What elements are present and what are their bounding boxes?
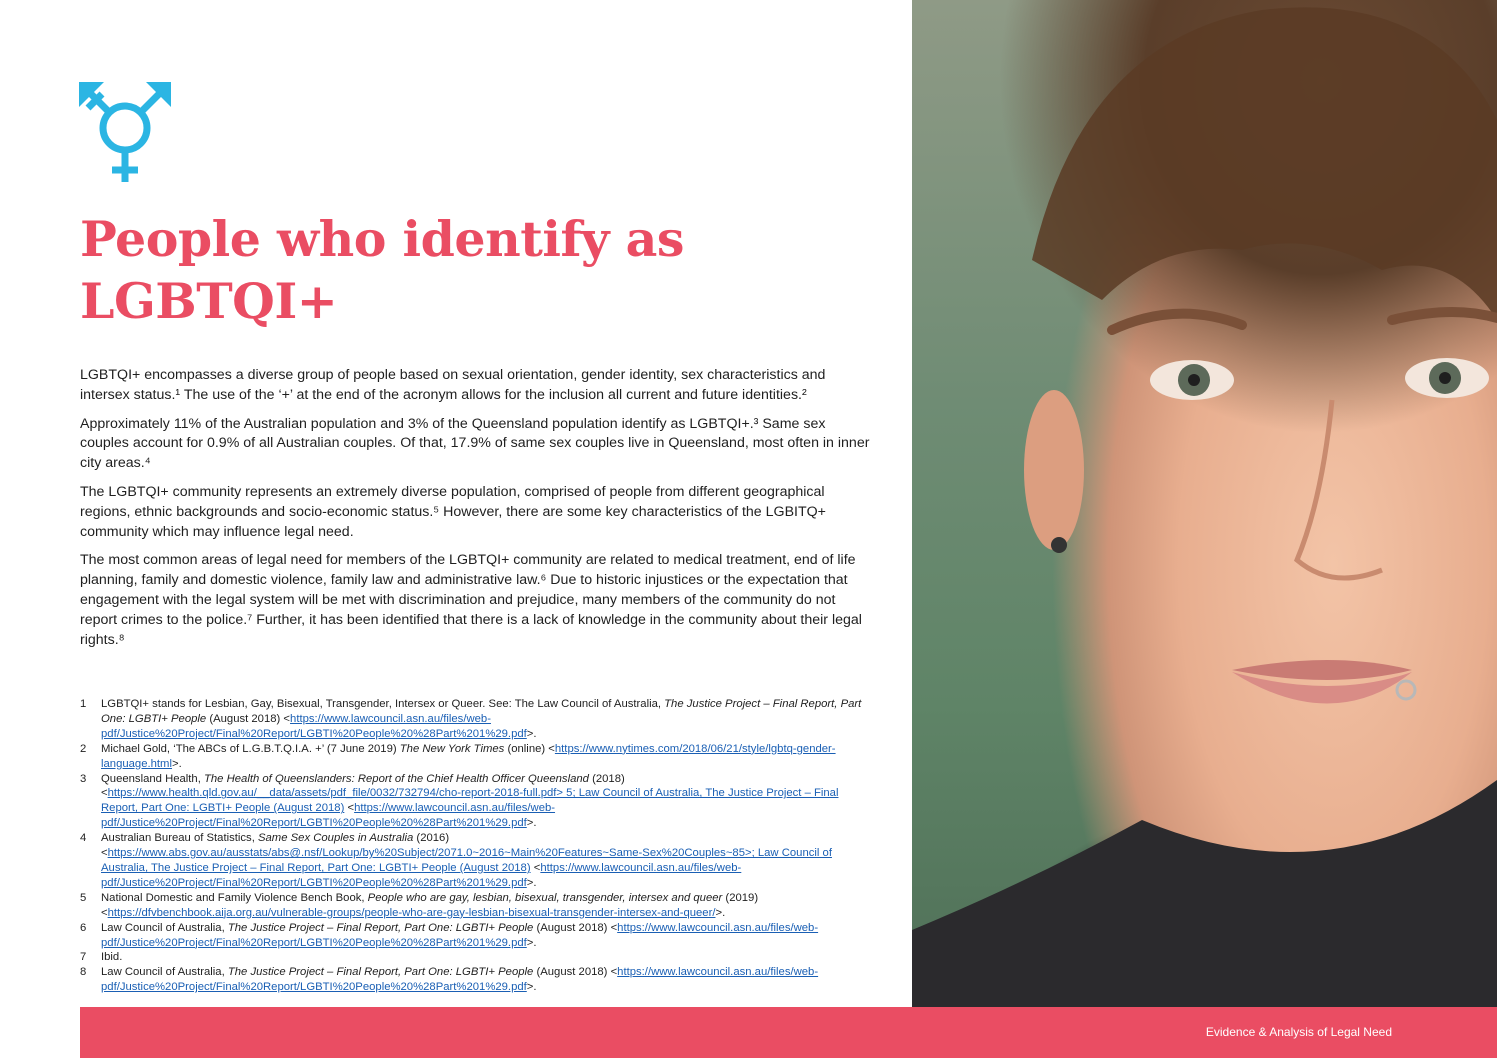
footnote-item xyxy=(80,891,870,921)
footnote-text xyxy=(101,697,870,742)
footnote-link[interactable]: https://www.lawcouncil.asn.au/files/web-pdf/Justice%20Project/Final%20Report/LGBTI%20People%20%28Part%201%29.pdf xyxy=(101,802,556,830)
footer-title: Evidence & Analysis of Legal Need xyxy=(1205,1025,1392,1039)
footnote-link[interactable]: https://dfvbenchbook.aija.org.au/vulnerable-groups/people-who-are-gay-lesbian-bisexual-transgender-intersex-and-queer/ xyxy=(107,906,716,919)
footnote-item xyxy=(80,772,870,832)
footnote-number: 2 xyxy=(80,742,87,755)
paragraph: LGBTQI+ encompasses a diverse group of people based on sexual orientation, gender identity, sex characteristics and intersex status.¹ The use of the ‘+’ at the end of the acronym allows for the inclusion all current and future identities.² xyxy=(80,367,826,403)
title-line-1: People who identify as xyxy=(80,210,684,268)
footnote-text-part: >. xyxy=(526,936,537,949)
footnote-title: People who are gay, lesbian, bisexual, transgender, intersex and queer xyxy=(367,891,723,904)
footnote-text-part: National Domestic and Family Violence Bench Book, xyxy=(101,891,368,904)
title-line-2: LGBTQI+ xyxy=(80,272,338,330)
footnote-text-part: (2019) < xyxy=(101,891,759,919)
footnote-link[interactable]: https://www.lawcouncil.asn.au/files/web-pdf/Justice%20Project/Final%20Report/LGBTI%20People%20%28Part%201%29.pdf xyxy=(101,966,819,994)
footnote-text-part: (2016) < xyxy=(101,832,450,860)
footnote-text-part: >. xyxy=(171,757,182,770)
footnote-link[interactable]: https://www.health.qld.gov.au/__data/assets/pdf_file/0032/732794/cho-report-2018-full.pdf> 5; Law Council of Australia, The Justice Project – Final Report, Part One: LGBTI+ People (August 2018) xyxy=(101,787,839,815)
footnote-number: 4 xyxy=(80,832,87,845)
footnote-text xyxy=(101,950,870,965)
footnote-text-part: >. xyxy=(526,817,537,830)
footnote-item xyxy=(80,921,870,951)
footnote-number: 5 xyxy=(80,891,87,904)
footnote-text-part: Michael Gold, ‘The ABCs of L.G.B.T.Q.I.A. +’ (7 June 2019) xyxy=(101,742,400,755)
footnote-number: 3 xyxy=(80,772,87,785)
footnote-text-part: (August 2018) < xyxy=(533,966,618,979)
footnote-item xyxy=(80,742,870,772)
footnote-title: The Justice Project – Final Report, Part One: LGBTI+ People xyxy=(227,966,534,979)
footnote-text-part: Law Council of Australia, xyxy=(101,966,228,979)
footnote-link[interactable]: https://www.lawcouncil.asn.au/files/web-pdf/Justice%20Project/Final%20Report/LGBTI%20People%20%28Part%201%29.pdf xyxy=(101,712,527,740)
footnote-title: Same Sex Couples in Australia xyxy=(257,832,414,845)
page-title xyxy=(80,208,840,332)
footnote-link[interactable]: https://www.lawcouncil.asn.au/files/web-pdf/Justice%20Project/Final%20Report/LGBTI%20People%20%28Part%201%29.pdf xyxy=(101,861,742,889)
footnote-item xyxy=(80,950,870,965)
footnote-item xyxy=(80,697,870,742)
footnote-link[interactable]: https://www.lawcouncil.asn.au/files/web-pdf/Justice%20Project/Final%20Report/LGBTI%20People%20%28Part%201%29.pdf xyxy=(101,921,819,949)
footnote-title: The Justice Project – Final Report, Part One: LGBTI+ People xyxy=(227,921,534,934)
footer-bar xyxy=(80,1007,1497,1058)
footnote-title: The Health of Queenslanders: Report of the Chief Health Officer Queensland xyxy=(204,772,589,785)
footnote-text xyxy=(101,831,870,891)
footnote-text-part: Australian Bureau of Statistics, xyxy=(101,832,258,845)
footnote-text xyxy=(101,742,870,772)
footnote-text-part: >. xyxy=(526,981,537,994)
footnote-number: 6 xyxy=(80,921,87,934)
transgender-symbol-icon xyxy=(78,78,172,186)
paragraph: Approximately 11% of the Australian population and 3% of the Queensland population identify as LGBTQI+.³ Same sex couples account for 0.9% of all Australian couples. Of that, 17.9% of same sex couples live in Queensland, most often in inner city areas.⁴ xyxy=(80,415,870,472)
footnote-number: 7 xyxy=(80,951,87,964)
footnote-text-part: Law Council of Australia, xyxy=(101,921,228,934)
footnote-link[interactable]: https://www.nytimes.com/2018/06/21/style/lgbtq-gender-language.html xyxy=(101,742,836,770)
footnote-text xyxy=(101,891,870,921)
footnote-text xyxy=(101,921,870,951)
footnote-text-part: < xyxy=(344,802,355,815)
footnote-text xyxy=(101,772,870,832)
footnote-text-part: >. xyxy=(526,876,537,889)
footnote-title: The New York Times xyxy=(399,742,505,755)
footnote-text-part: (August 2018) < xyxy=(206,712,291,725)
paragraph: The most common areas of legal need for members of the LGBTQI+ community are related to medical treatment, end of life planning, family and domestic violence, family law and administrative law.⁶ Due to historic injustices or the expectation that engagement with the legal system will be met with discrimination and prejudice, many members of the community do not report crimes to the police.⁷ Further, it has been identified that there is a lack of knowledge in the community about their legal rights.⁸ xyxy=(80,552,862,648)
footnote-text-part: >. xyxy=(715,906,726,919)
footnote-text-part: Queensland Health, xyxy=(101,772,204,785)
footnote-item xyxy=(80,831,870,891)
footnote-number: 8 xyxy=(80,966,87,979)
footnote-text-part: (August 2018) < xyxy=(533,921,618,934)
portrait-photo xyxy=(912,0,1497,1007)
footnote-text-part: >. xyxy=(526,727,537,740)
footnote-item xyxy=(80,965,870,995)
footnote-title: The Justice Project – Final Report, Part One: LGBTI+ People xyxy=(101,698,862,725)
body-text xyxy=(80,366,870,659)
footnote-link[interactable]: https://www.abs.gov.au/ausstats/abs@.nsf/Lookup/by%20Subject/2071.0~2016~Main%20Features~Same-Sex%20Couples~85>; Law Council of Australia, The Justice Project – Final Report, Part One: LGBTI+ People (August 2018) xyxy=(101,847,832,874)
footnote-text-part: < xyxy=(530,861,541,874)
paragraph: The LGBTQI+ community represents an extremely diverse population, comprised of people from different geographical regions, ethnic backgrounds and socio-economic status.⁵ However, there are some key characteristics of the LGBITQ+ community which may influence legal need. xyxy=(80,483,826,540)
footnote-text-part: LGBTQI+ stands for Lesbian, Gay, Bisexual, Transgender, Intersex or Queer. See: The Law Council of Australia, xyxy=(101,698,665,710)
footnote-text-part: (online) < xyxy=(504,742,555,755)
footnote-text-part: (2018) < xyxy=(101,772,625,800)
footnotes-list xyxy=(80,697,870,995)
footnote-text xyxy=(101,965,870,995)
footnote-text-part: Ibid. xyxy=(101,951,123,964)
portrait-illustration xyxy=(912,0,1497,1007)
footnote-number: 1 xyxy=(80,698,87,710)
